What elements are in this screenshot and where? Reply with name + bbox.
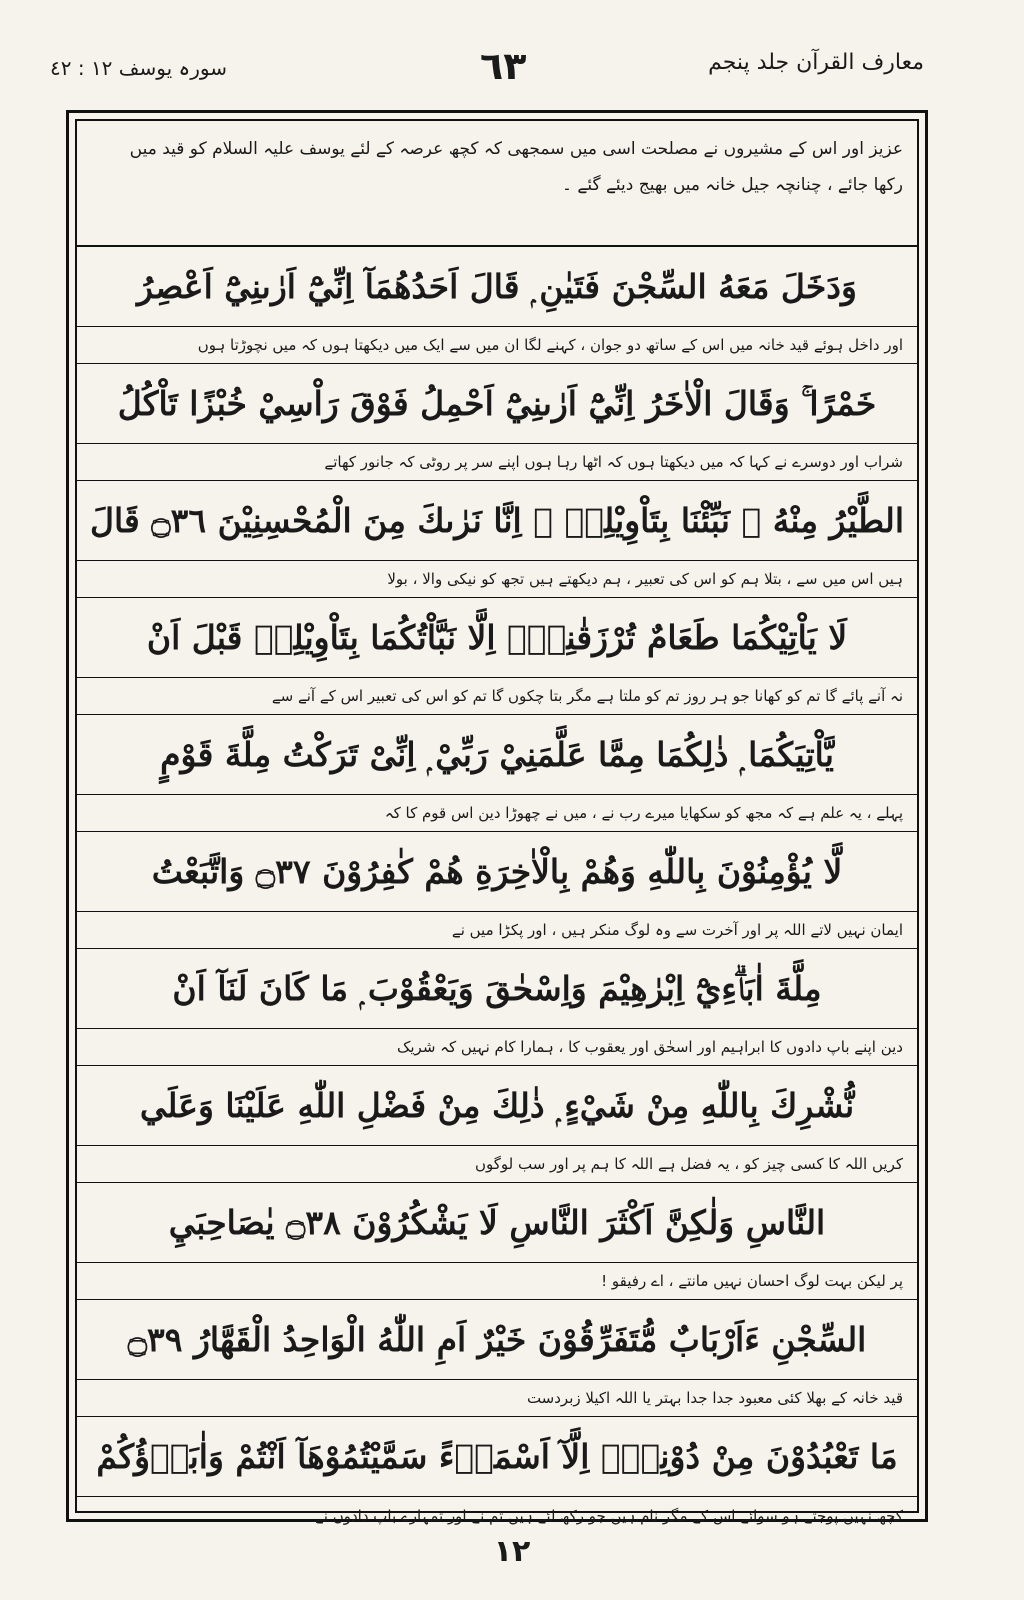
footer-signature: ١٢	[493, 1534, 531, 1569]
urdu-translation-line: کچھ نہیں پوجتے ہو سوائے اس کے مگر نام ہیں جو رکھ لئے ہیں تم نے اور تمہارے باپ دادوں نے	[315, 1506, 903, 1525]
book-title: معارف القرآن جلد پنجم	[708, 50, 924, 75]
arabic-verse-line: لَا يَاْتِيْكُمَا طَعَامٌ تُرْزَقٰنِهٖٓ اِلَّا نَبَّاْتُكُمَا بِتَاْوِيْلِهٖ قَبْلَ اَنْ	[77, 598, 917, 678]
urdu-translation-line: اور داخل ہوئے قید خانہ میں اس کے ساتھ دو جوان ، کہنے لگا ان میں سے ایک میں دیکھتا ہوں کہ میں نچوڑتا ہوں	[77, 327, 917, 364]
urdu-translation-line: شراب اور دوسرے نے کہا کہ میں دیکھتا ہوں کہ اٹھا رہا ہوں اپنے سر پر روٹی کہ جانور کھاتے	[77, 444, 917, 481]
intro-paragraph	[77, 121, 917, 247]
urdu-translation-line: ہیں اس میں سے ، بتلا ہم کو اس کی تعبیر ، ہم دیکھتے ہیں تجھ کو نیکی والا ، بولا	[77, 561, 917, 598]
urdu-translation-line: نہ آنے پائے گا تم کو کھانا جو ہر روز تم کو ملتا ہے مگر بتا چکوں گا تم کو اس کی تعبیر اس کے آنے سے	[77, 678, 917, 715]
arabic-verse-line: النَّاسِ وَلٰكِنَّ اَكْثَرَ النَّاسِ لَا يَشْكُرُوْنَ ۝٣٨ يٰصَاحِبَيِ	[77, 1183, 917, 1263]
urdu-translation-line: کریں اللہ کا کسی چیز کو ، یہ فضل ہے اللہ کا ہم پر اور سب لوگوں	[77, 1146, 917, 1183]
urdu-translation-line: ایمان نہیں لاتے اللہ پر اور آخرت سے وہ لوگ منکر ہیں ، اور پکڑا میں نے	[77, 912, 917, 949]
arabic-verse-line: يَّاْتِيَكُمَا ۭ ذٰلِكُمَا مِمَّا عَلَّمَنِيْ رَبِّيْ ۭ اِنِّىْ تَرَكْتُ مِلَّةَ قَوْمٍ	[77, 715, 917, 795]
page-frame-inner	[75, 119, 919, 1525]
intro-line: عزیز اور اس کے مشیروں نے مصلحت اسی میں سمجھی کہ کچھ عرصہ کے لئے یوسف علیہ السلام کو قید میں	[129, 139, 903, 159]
surah-reference: سورہ یوسف ١٢ : ٤٢	[50, 56, 227, 80]
urdu-translation-line: پہلے ، یہ علم ہے کہ مجھ کو سکھایا میرے رب نے ، میں نے چھوڑا دین اس قوم کا کہ	[77, 795, 917, 832]
arabic-verse-line: لَّا يُؤْمِنُوْنَ بِاللّٰهِ وَهُمْ بِالْاٰخِرَةِ هُمْ كٰفِرُوْنَ ۝٣٧ وَاتَّبَعْتُ	[77, 832, 917, 912]
arabic-verse-line: الطَّيْرُ مِنْهُ ۭ نَبِّئْنَا بِتَاْوِيْلِهٖ ۚ اِنَّا نَرٰىكَ مِنَ الْمُحْسِنِيْنَ ۝٣٦ قَالَ	[77, 481, 917, 561]
intro-line: رکھا جائے ، چنانچہ جیل خانہ میں بھیج دیئے گئے ۔	[562, 175, 903, 195]
arabic-verse-line: مَا تَعْبُدُوْنَ مِنْ دُوْنِهٖٓ اِلَّآ اَسْمَاۗءً سَمَّيْتُمُوْهَآ اَنْتُمْ وَاٰبَاۗؤُكُمْ	[77, 1417, 917, 1497]
verse-table	[77, 247, 917, 1534]
urdu-translation-line: قید خانہ کے بھلا کئی معبود جدا جدا بہتر یا اللہ اکیلا زبردست	[77, 1380, 917, 1417]
page-header	[50, 44, 924, 94]
arabic-verse-line: نُّشْرِكَ بِاللّٰهِ مِنْ شَيْءٍ ۭ ذٰلِكَ مِنْ فَضْلِ اللّٰهِ عَلَيْنَا وَعَلَي	[77, 1066, 917, 1146]
arabic-verse-line: خَمْرًا ۚ وَقَالَ الْاٰخَرُ اِنِّيْٓ اَرٰىنِيْٓ اَحْمِلُ فَوْقَ رَاْسِيْ خُبْزًا تَاْكُلُ	[77, 364, 917, 444]
page-frame	[66, 110, 928, 1525]
arabic-verse-line: وَدَخَلَ مَعَهُ السِّجْنَ فَتَيٰنِ ۭ قَالَ اَحَدُهُمَآ اِنِّيْٓ اَرٰىنِيْٓ اَعْصِرُ	[77, 247, 917, 327]
arabic-verse-line: السِّجْنِ ءَاَرْبَابٌ مُّتَفَرِّقُوْنَ خَيْرٌ اَمِ اللّٰهُ الْوَاحِدُ الْقَهَّارُ ۝٣٩	[77, 1300, 917, 1380]
urdu-translation-line: دین اپنے باپ دادوں کا ابراہیم اور اسحٰق اور یعقوب کا ، ہمارا کام نہیں کہ شریک	[77, 1029, 917, 1066]
urdu-translation-line: پر لیکن بہت لوگ احسان نہیں مانتے ، اے رفیقو !	[77, 1263, 917, 1300]
page-number: ٦٣	[480, 44, 527, 88]
arabic-verse-line: مِلَّةَ اٰبَاۗءِيْٓ اِبْرٰهِيْمَ وَاِسْحٰقَ وَيَعْقُوْبَ ۭ مَا كَانَ لَنَآ اَنْ	[77, 949, 917, 1029]
